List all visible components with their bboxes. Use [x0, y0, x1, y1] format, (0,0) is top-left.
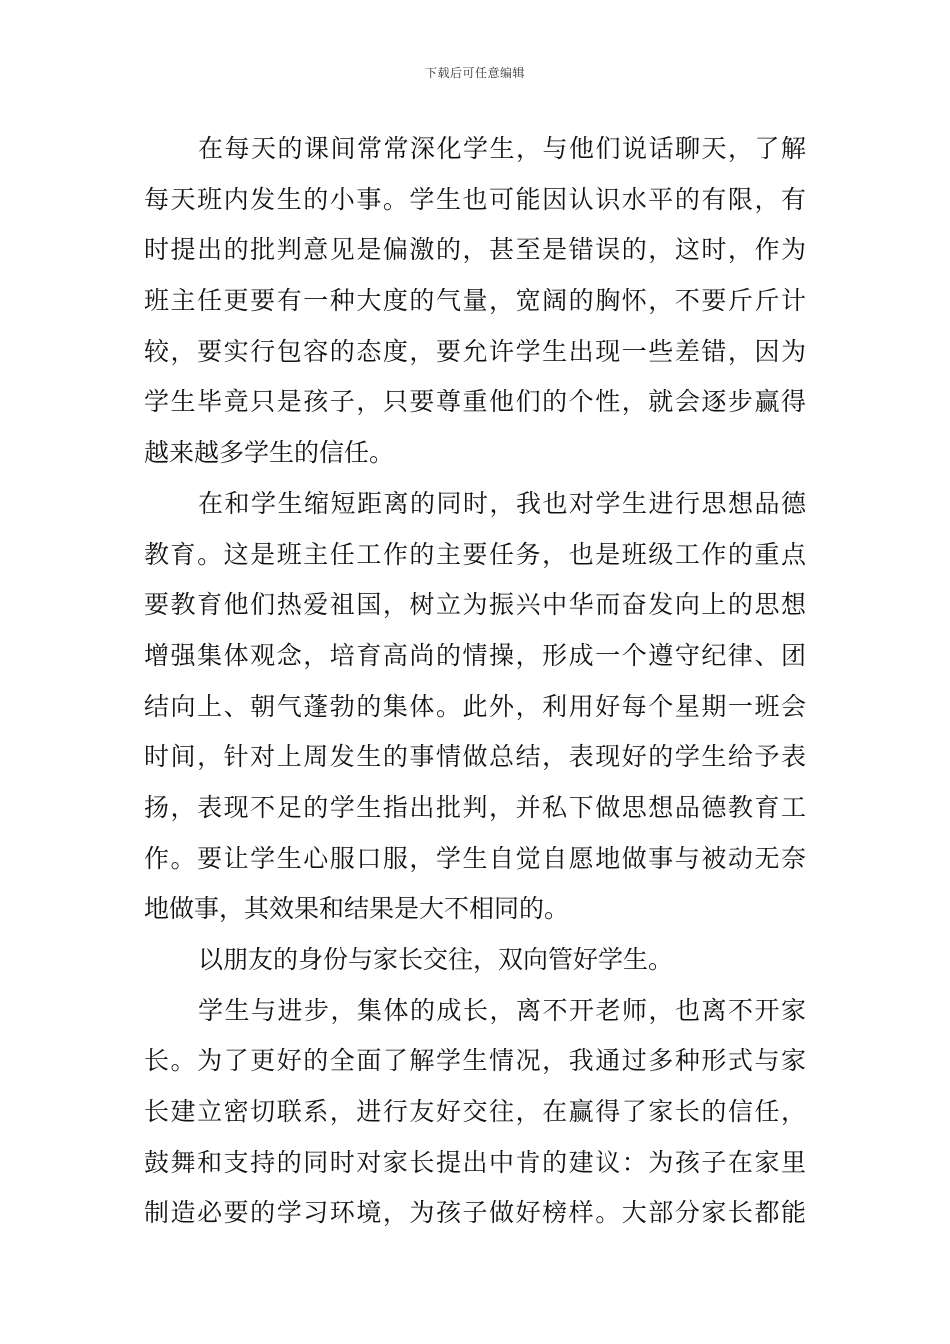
text-line: 结向上、朝气蓬勃的集体。此外，利用好每个星期一班会 — [144, 691, 806, 721]
text-line: 以朋友的身份与家长交往，双向管好学生。 — [198, 945, 674, 974]
text-line: 较，要实行包容的态度，要允许学生出现一些差错，因为 — [144, 336, 806, 366]
text-line: 地做事，其效果和结果是大不相同的。 — [144, 894, 570, 924]
text-line: 长建立密切联系，进行友好交往，在赢得了家长的信任， — [144, 1097, 806, 1127]
text-line: 鼓舞和支持的同时对家长提出中肯的建议：为孩子在家里 — [144, 1147, 806, 1177]
text-line: 学生毕竟只是孩子，只要尊重他们的个性，就会逐步赢得 — [144, 387, 806, 417]
text-line: 长。为了更好的全面了解学生情况，我通过多种形式与家 — [144, 1046, 806, 1076]
text-line: 增强集体观念，培育高尚的情操，形成一个遵守纪律、团 — [144, 640, 806, 670]
text-line: 作。要让学生心服口服，学生自觉自愿地做事与被动无奈 — [144, 843, 806, 873]
text-line: 越来越多学生的信任。 — [144, 438, 395, 468]
text-line: 教育。这是班主任工作的主要任务，也是班级工作的重点 — [144, 539, 806, 569]
text-line: 学生与进步，集体的成长，离不开老师，也离不开家 — [198, 995, 806, 1025]
text-line: 时间，针对上周发生的事情做总结，表现好的学生给予表 — [144, 742, 806, 772]
text-line: 班主任更要有一种大度的气量，宽阔的胸怀，不要斤斤计 — [144, 286, 806, 316]
text-line: 制造必要的学习环境，为孩子做好榜样。大部分家长都能 — [144, 1198, 806, 1228]
text-line: 在和学生缩短距离的同时，我也对学生进行思想品德 — [198, 488, 806, 518]
body-text — [144, 124, 806, 1239]
text-line: 要教育他们热爱祖国，树立为振兴中华而奋发向上的思想 — [144, 590, 806, 620]
text-line: 在每天的课间常常深化学生，与他们说话聊天，了解 — [198, 134, 806, 163]
header-note: 下载后可任意编辑 — [424, 66, 525, 80]
text-line: 每天班内发生的小事。学生也可能因认识水平的有限，有 — [144, 184, 806, 214]
text-line: 扬，表现不足的学生指出批判，并私下做思想品德教育工 — [144, 792, 806, 822]
text-line: 时提出的批判意见是偏激的，甚至是错误的，这时，作为 — [144, 235, 806, 265]
